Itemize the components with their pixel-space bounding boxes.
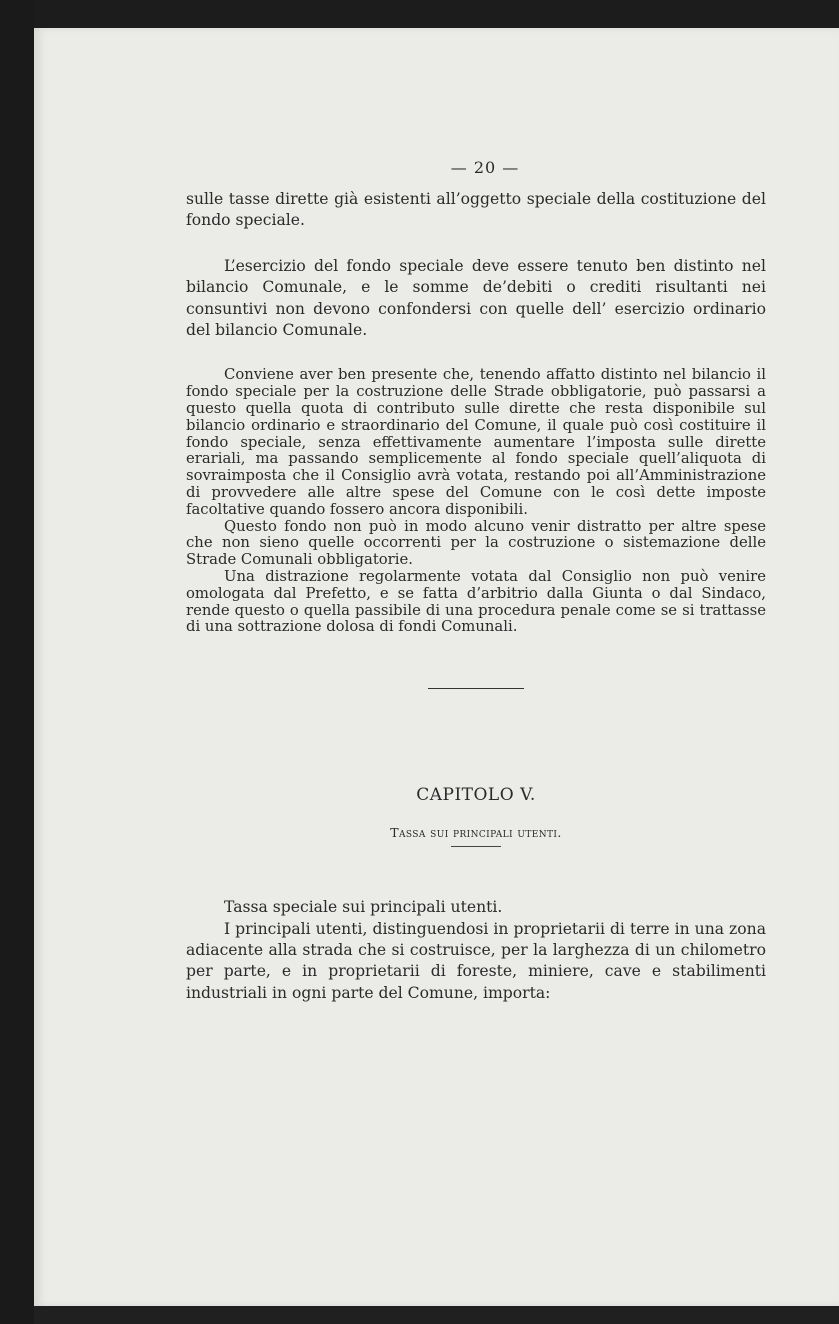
book-page	[34, 28, 839, 1306]
paragraph-conviene: Conviene aver ben presente che, tenendo affatto distinto nel bilancio il fondo speciale per la costruzione delle Strade obbligatorie, può passarsi a questo quella quota di contributo sulle dirette che resta disponibile sul bilancio ordinario e straordinario del Comune, il quale può così costituire il fondo speciale, senza effettivamente aumentare l’imposta sulle dirette erariali, ma passando semplicemente al fondo speciale quell’aliquota di sovraimposta che il Consiglio avrà votata, restando poi all’Amministrazione di provvedere alle altre spese del Comune con le così dette imposte facoltative quando fossero ancora disponibili.	[186, 366, 766, 518]
scan-border-left	[0, 0, 34, 1324]
paragraph-principali-utenti: I principali utenti, distinguendosi in proprietarii di terre in una zona adiacente alla strada che si costruisce, per la larghezza di un chilometro per parte, e in proprietarii di foreste, miniere, cave e stabilimenti industriali in ogni parte del Comune, importa:	[186, 919, 766, 1002]
page-number: — 20 —	[450, 158, 520, 177]
paragraph-esercizio: L’esercizio del fondo speciale deve essere tenuto ben distinto nel bilancio Comunale, e le somme de’debiti o crediti risultanti nei consuntivi non devono confondersi con quelle dell’ esercizio ordinario del bilancio Comunale.	[186, 256, 766, 340]
paragraph-tassa-speciale: Tassa speciale sui principali utenti.	[224, 898, 503, 917]
paragraph-intro: sulle tasse dirette già esistenti all’oggetto speciale della costituzione del fondo speciale.	[186, 190, 766, 230]
paragraph-questo-fondo: Questo fondo non può in modo alcuno venir distratto per altre spese che non sieno quelle occorrenti per la costruzione o sistemazione delle Strade Comunali obbligatorie.	[186, 517, 766, 569]
chapter-subtitle: Tassa sui principali utenti.	[390, 825, 562, 841]
scan-border-top	[0, 0, 839, 28]
divider-rule	[428, 688, 524, 689]
chapter-title: CAPITOLO V.	[416, 785, 536, 806]
section-divider	[186, 688, 766, 689]
paragraph-distrazione: Una distrazione regolarmente votata dal Consiglio non può venire omologata dal Prefetto, e se fatta d’arbitrio dalla Giunta o dal Sindaco, rende questo o quella passibile di una procedura penale come se si trattasse di una sottrazione dolosa di fondi Comunali.	[186, 568, 766, 636]
page-content	[186, 158, 766, 1004]
